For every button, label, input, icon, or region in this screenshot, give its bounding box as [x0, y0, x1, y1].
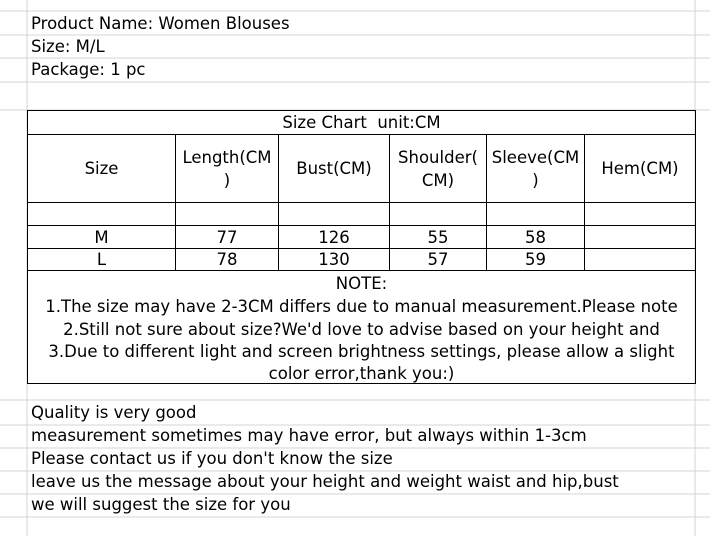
row-m-hem — [585, 226, 695, 248]
row-m-size: M — [94, 227, 109, 247]
suggest-text: we will suggest the size for you — [31, 495, 291, 514]
row-l-shoulder: 57 — [427, 250, 449, 269]
size-chart-title: Size Chart unit:CM — [282, 113, 441, 132]
size-chart — [27, 110, 695, 383]
row-l-sleeve: 59 — [525, 250, 546, 269]
message-text: leave us the message about your height and weight waist and hip,bust — [31, 472, 619, 491]
note-line-3: 3.Due to different light and screen brightness settings, please allow a slight — [48, 342, 675, 361]
row-l-bust: 130 — [318, 250, 350, 269]
note-line-2: 2.Still not sure about size?We'd love to advise based on your height and — [63, 320, 660, 339]
header-sleeve: Sleeve(CM ) — [491, 147, 580, 190]
product-size: Size: M/L — [31, 37, 105, 56]
note-line-3-continued: color error,thank you:) — [268, 364, 455, 383]
header-shoulder: Shoulder( CM) — [398, 147, 478, 190]
row-l-size: L — [96, 250, 107, 269]
header-hem: Hem(CM) — [601, 159, 679, 178]
product-package: Package: 1 pc — [31, 60, 146, 79]
header-bust: Bust(CM) — [296, 159, 372, 178]
contact-text: Please contact us if you don't know the size — [31, 449, 393, 468]
row-l-length: 78 — [216, 250, 238, 269]
header-size: Size — [84, 159, 119, 178]
row-m-length: 77 — [216, 227, 238, 247]
measurement-text: measurement sometimes may have error, but always within 1-3cm — [31, 426, 587, 445]
row-m-sleeve: 58 — [525, 227, 546, 247]
note-line-1: 1.The size may have 2-3CM differs due to manual measurement.Please note — [45, 297, 678, 316]
quality-text: Quality is very good — [31, 403, 197, 422]
row-m-bust: 126 — [318, 227, 350, 247]
note-label: NOTE: — [335, 274, 388, 293]
row-l-hem — [585, 249, 695, 270]
product-name: Product Name: Women Blouses — [31, 14, 290, 33]
row-m-shoulder: 55 — [427, 227, 449, 247]
header-length: Length(CM ) — [182, 147, 272, 190]
